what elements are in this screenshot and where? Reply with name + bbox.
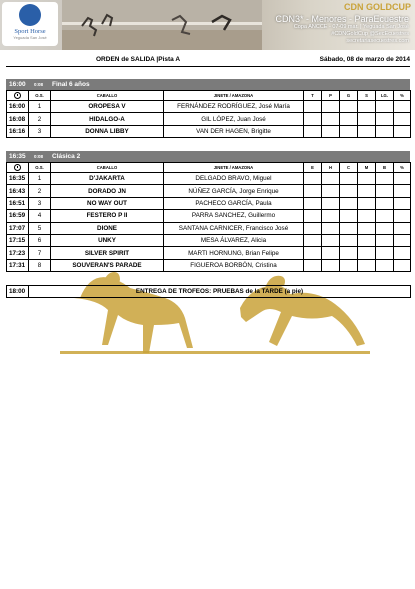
col-rider: JINETE / AMAZONA [164, 91, 304, 101]
row-os: 5 [29, 222, 51, 234]
row-time: 16:00 [7, 101, 29, 113]
score-cell [340, 185, 358, 197]
row-rider: PARRA SANCHEZ, Guillermo [164, 210, 304, 222]
score-cell [394, 259, 411, 271]
row-os: 2 [29, 185, 51, 197]
section-header-final-6 [6, 79, 410, 90]
score-cell [340, 125, 358, 137]
score-cell [304, 222, 322, 234]
score-cell [322, 222, 340, 234]
score-cell [376, 125, 394, 137]
score-cell [376, 210, 394, 222]
score-cell [304, 197, 322, 209]
trophy-ceremony-row [6, 285, 411, 298]
clock-icon [14, 92, 21, 99]
section-time: 16:35 [9, 152, 26, 160]
score-cell [322, 210, 340, 222]
event-line-2: #CDNGoldCup @SecEcuestres [331, 31, 409, 37]
col-os: O.S. [29, 163, 51, 173]
goldcup-logo: CDN GOLDCUP [344, 2, 411, 12]
row-horse: DONNA LIBBY [51, 125, 164, 137]
event-line-3: secretariasecuestres.com [346, 38, 409, 44]
row-os: 4 [29, 210, 51, 222]
shield-icon [19, 4, 41, 26]
page-header [6, 56, 410, 66]
col-m: M [358, 163, 376, 173]
table-row [7, 210, 411, 222]
row-rider: SANTANA CARNICER, Francisco José [164, 222, 304, 234]
score-cell [394, 101, 411, 113]
col-s: S [358, 91, 376, 101]
score-cell [376, 222, 394, 234]
score-cell [376, 113, 394, 125]
score-cell [394, 234, 411, 246]
row-os: 8 [29, 259, 51, 271]
row-time: 16:08 [7, 113, 29, 125]
score-cell [322, 259, 340, 271]
score-cell [304, 259, 322, 271]
row-rider: GIL LÓPEZ, Juan José [164, 113, 304, 125]
event-banner [0, 0, 415, 50]
score-cell [340, 247, 358, 259]
col-lg: LG. [376, 91, 394, 101]
row-os: 1 [29, 101, 51, 113]
col-b: B [376, 163, 394, 173]
score-cell [340, 173, 358, 185]
score-cell [304, 185, 322, 197]
score-cell [376, 173, 394, 185]
score-cell [340, 113, 358, 125]
row-rider: FIGUEROA BORBÓN, Cristina [164, 259, 304, 271]
score-cell [304, 125, 322, 137]
table-row [7, 125, 411, 137]
row-horse: HIDALGO-A [51, 113, 164, 125]
table-row [7, 197, 411, 209]
score-cell [322, 197, 340, 209]
start-order-table-final-6 [6, 90, 411, 138]
score-cell [358, 259, 376, 271]
score-cell [358, 234, 376, 246]
event-line-1: Copa ANCCE - 07-09 mar. | Yeguada San José [293, 24, 409, 30]
score-cell [322, 113, 340, 125]
table-row [7, 173, 411, 185]
row-os: 1 [29, 173, 51, 185]
row-time: 17:23 [7, 247, 29, 259]
row-time: 16:35 [7, 173, 29, 185]
row-rider: PACHECO GARCÍA, Paula [164, 197, 304, 209]
score-cell [376, 197, 394, 209]
col-e: E [304, 163, 322, 173]
row-os: 7 [29, 247, 51, 259]
section-duration: 0:08 [34, 154, 44, 159]
table-row [7, 101, 411, 113]
score-cell [358, 222, 376, 234]
score-cell [358, 173, 376, 185]
score-cell [358, 101, 376, 113]
row-horse: FESTERO P II [51, 210, 164, 222]
row-rider: NÚÑEZ GARCÍA, Jorge Enrique [164, 185, 304, 197]
trophy-text: ENTREGA DE TROFEOS: PRUEBAS de la TARDE (a pie) [29, 286, 411, 298]
section-time: 16:00 [9, 80, 26, 88]
table-row [7, 185, 411, 197]
header-divider [6, 66, 410, 67]
score-cell [340, 234, 358, 246]
score-cell [358, 247, 376, 259]
score-cell [394, 173, 411, 185]
score-cell [340, 210, 358, 222]
score-cell [322, 173, 340, 185]
event-title: CDN3* - Menores - ParaEcuestre [275, 14, 409, 24]
section-duration: 0:08 [34, 82, 44, 87]
logo-name: Sport Horse [14, 28, 46, 35]
col-horse: CABALLO [51, 91, 164, 101]
score-cell [340, 101, 358, 113]
table-row [7, 222, 411, 234]
row-rider: FERNÁNDEZ RODRÍGUEZ, José María [164, 101, 304, 113]
row-horse: OROPESA V [51, 101, 164, 113]
row-os: 6 [29, 234, 51, 246]
row-time: 16:51 [7, 197, 29, 209]
col-h: H [322, 163, 340, 173]
row-horse: SILVER SPIRIT [51, 247, 164, 259]
row-horse: D'JAKARTA [51, 173, 164, 185]
score-cell [358, 125, 376, 137]
score-cell [304, 113, 322, 125]
score-cell [376, 185, 394, 197]
row-horse: DIONE [51, 222, 164, 234]
score-cell [394, 222, 411, 234]
score-cell [322, 247, 340, 259]
score-cell [340, 259, 358, 271]
table-row [7, 234, 411, 246]
row-horse: UNKY [51, 234, 164, 246]
col-horse: CABALLO [51, 163, 164, 173]
table-header [7, 91, 411, 101]
score-cell [394, 210, 411, 222]
section-name: Clásica 2 [52, 152, 81, 160]
section-header-clasica-2 [6, 151, 410, 162]
score-cell [340, 197, 358, 209]
logo-sub: Yeguada San José [13, 35, 47, 40]
table-row [7, 247, 411, 259]
clock-cell [7, 91, 29, 101]
col-p: P [322, 91, 340, 101]
sport-horse-logo [2, 2, 58, 46]
row-time: 16:59 [7, 210, 29, 222]
table-row [7, 113, 411, 125]
col-g: G [340, 91, 358, 101]
table-row [7, 259, 411, 271]
start-order-table-clasica-2 [6, 162, 411, 272]
row-horse: SOUVERAN'S PARADE [51, 259, 164, 271]
row-rider: DELGADO BRAVO, Miguel [164, 173, 304, 185]
table-row [7, 286, 411, 298]
row-time: 16:16 [7, 125, 29, 137]
score-cell [358, 113, 376, 125]
row-time: 16:43 [7, 185, 29, 197]
col-c: C [340, 163, 358, 173]
row-time: 17:31 [7, 259, 29, 271]
score-cell [394, 125, 411, 137]
score-cell [322, 234, 340, 246]
row-os: 3 [29, 125, 51, 137]
row-os: 3 [29, 197, 51, 209]
score-cell [304, 210, 322, 222]
row-os: 2 [29, 113, 51, 125]
score-cell [304, 101, 322, 113]
col-os: O.S. [29, 91, 51, 101]
score-cell [394, 247, 411, 259]
score-cell [376, 234, 394, 246]
score-cell [340, 222, 358, 234]
col-pct: % [394, 91, 411, 101]
row-rider: MARTI HORNUNG, Brian Felipe [164, 247, 304, 259]
trophy-time: 18:00 [7, 286, 29, 298]
score-cell [394, 197, 411, 209]
score-cell [304, 247, 322, 259]
row-time: 17:07 [7, 222, 29, 234]
score-cell [376, 259, 394, 271]
row-horse: NO WAY OUT [51, 197, 164, 209]
score-cell [322, 125, 340, 137]
clock-cell [7, 163, 29, 173]
col-rider: JINETE / AMAZONA [164, 163, 304, 173]
banner-photo [62, 0, 262, 50]
section-name: Final 6 años [52, 80, 90, 88]
page-title: ORDEN de SALIDA |Pista A [96, 56, 181, 63]
score-cell [304, 173, 322, 185]
row-time: 17:15 [7, 234, 29, 246]
score-cell [394, 113, 411, 125]
score-cell [376, 247, 394, 259]
score-cell [376, 101, 394, 113]
clock-icon [14, 164, 21, 171]
score-cell [394, 185, 411, 197]
score-cell [304, 234, 322, 246]
score-cell [358, 210, 376, 222]
col-t: T [304, 91, 322, 101]
score-cell [322, 101, 340, 113]
table-header [7, 163, 411, 173]
row-rider: VAN DER HAGEN, Brigitte [164, 125, 304, 137]
banner-info [275, 14, 409, 45]
score-cell [358, 197, 376, 209]
score-cell [358, 185, 376, 197]
score-cell [322, 185, 340, 197]
row-rider: MESA ÁLVAREZ, Alicia [164, 234, 304, 246]
horse-watermark [40, 268, 375, 363]
row-horse: DORADO JN [51, 185, 164, 197]
page-date: Sábado, 08 de marzo de 2014 [319, 56, 410, 63]
col-pct: % [394, 163, 411, 173]
